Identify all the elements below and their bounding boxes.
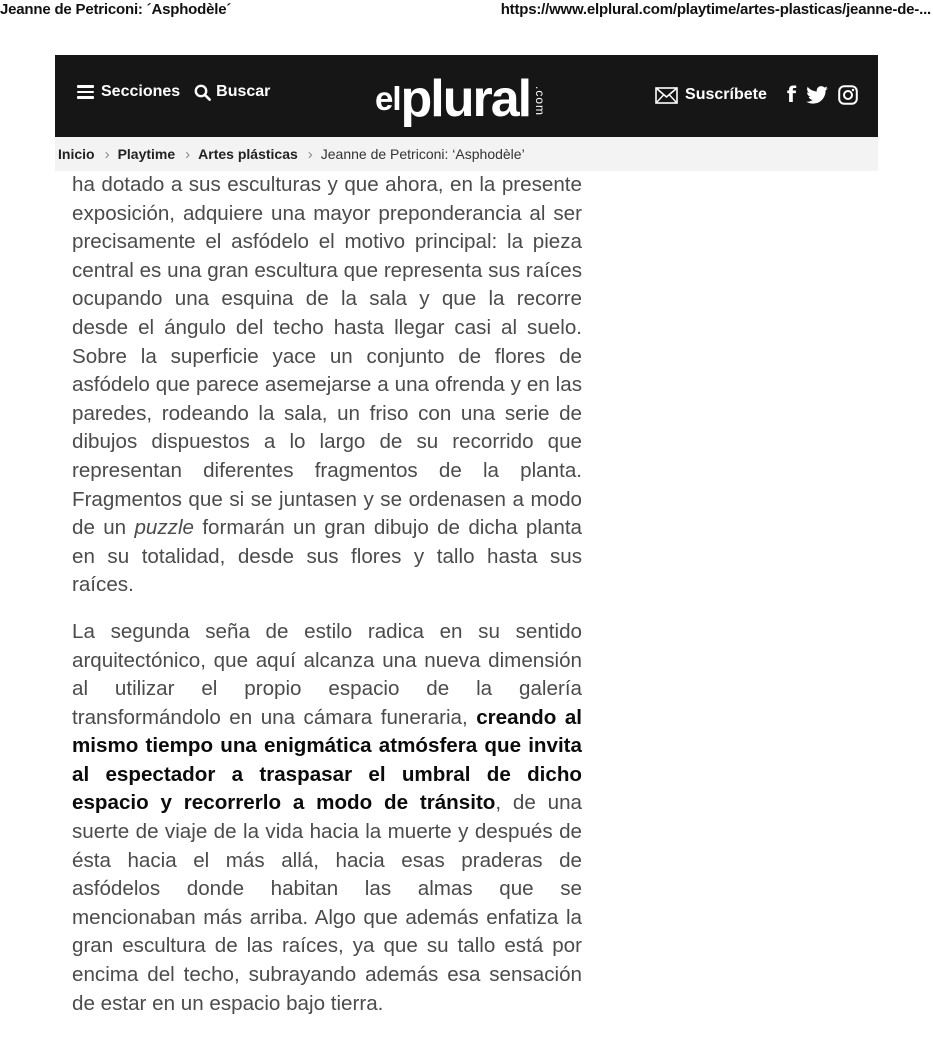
header-right-nav (655, 83, 858, 107)
chevron-right-icon: › (104, 145, 110, 163)
breadcrumb-item-inicio[interactable]: Inicio (58, 146, 95, 162)
logo-el: el (375, 80, 401, 117)
article-text: ha dotado a sus esculturas y que ahora, en la presente exposición, adquiere una mayor preponderancia al ser precisamente el asfódelo el motivo principal: la pieza central es una gran escultura que representa sus raíces ocupando una esquina de la sala y que la recorre desde el ángulo del techo hasta llegar casi al suelo. Sobre la superficie yace un conjunto de flores de asfódelo que parece asemejarse a una ofrenda y en las paredes, rodeando la sala, un friso con una serie de dibujos dispuestos a lo largo de su recorrido que representan diferentes fragmentos de la planta. Fragmentos que si se juntasen y se ordenasen a modo de un (72, 173, 582, 540)
facebook-icon[interactable]: f (786, 83, 796, 107)
twitter-icon[interactable] (806, 86, 828, 104)
mail-icon (655, 87, 678, 104)
sections-label: Secciones (101, 83, 181, 100)
article-paragraph (72, 171, 582, 600)
article-paragraph (72, 618, 582, 1018)
print-page-url: https://www.elplural.com/playtime/artes-plasticas/jeanne-de-... (500, 1, 931, 18)
breadcrumb-item-playtime[interactable]: Playtime (117, 146, 176, 162)
search-icon (194, 84, 211, 101)
subscribe-label: Suscríbete (685, 86, 767, 103)
logo-plural: plural (400, 70, 531, 128)
chevron-right-icon: › (185, 145, 191, 163)
article-text: , de una suerte de viaje de la vida hacia la muerte y después de ésta hacia el más allá, hacia esas praderas de asfódelos donde habitan las almas que se mencionaban más arriba. Algo que además enfatiza la gran escultura de las raíces, ya que su tallo está por encima del techo, subrayando además esa sensación de estar en un espacio bajo tierra. (72, 791, 583, 1015)
breadcrumb-current-page: Jeanne de Petriconi: ‘Asphodèle’ (320, 146, 525, 162)
search-button[interactable] (194, 83, 270, 101)
site-logo[interactable] (375, 65, 548, 128)
search-label: Buscar (216, 83, 271, 100)
breadcrumb-item-artes-plasticas[interactable]: Artes plásticas (198, 146, 298, 162)
menu-icon (77, 85, 94, 99)
sections-button[interactable] (77, 83, 180, 101)
print-page-title: Jeanne de Petriconi: ´Asphodèle´ (0, 1, 232, 18)
chevron-right-icon: › (307, 145, 313, 163)
logo-com: .com (533, 85, 548, 116)
article-body (72, 171, 582, 1018)
article-text: formarán un gran dibujo de dicha planta en su totalidad, desde sus flores y tallo hasta sus raíces. (72, 516, 582, 597)
header-left-nav (77, 83, 270, 101)
instagram-icon[interactable] (838, 85, 858, 105)
sidebar (600, 171, 878, 1031)
article-bold-text: creando al mismo tiempo una enigmática atmósfera que invita al espectador a traspasar el umbral de dicho espacio y recorrerlo a modo de tránsito (72, 705, 582, 815)
article-emphasis: puzzle (134, 516, 194, 540)
print-header (0, 0, 933, 24)
article-text: La segunda seña de estilo radica en su sentido arquitectónico, que aquí alcanza una nueva dimensión al utilizar el propio espacio de la galería transformándolo en una cámara funeraria, (72, 619, 582, 729)
site-header (55, 55, 878, 137)
subscribe-button[interactable] (655, 86, 767, 104)
breadcrumb (55, 137, 878, 171)
